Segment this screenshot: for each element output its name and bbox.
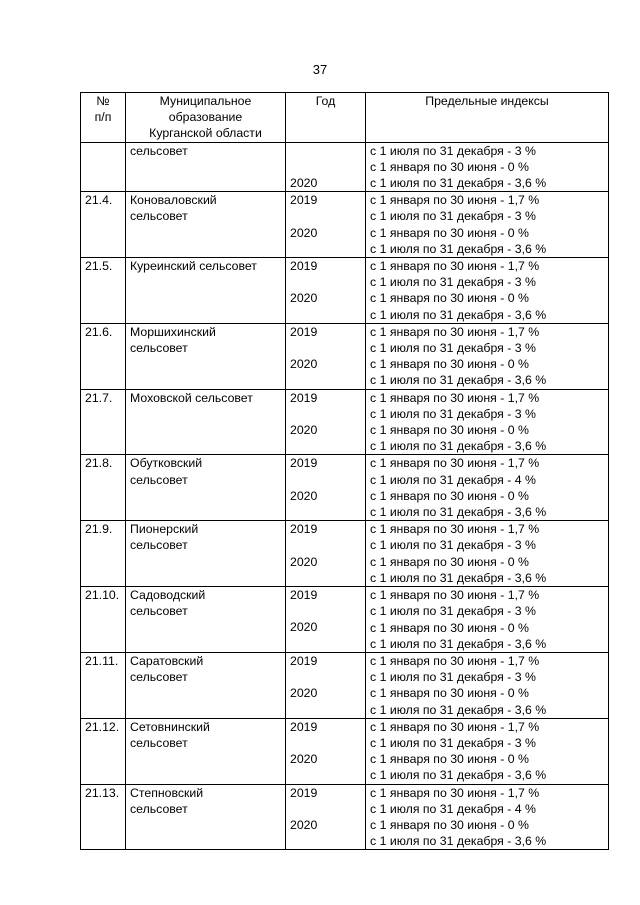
indices-cell — [366, 455, 609, 521]
index-line: с 1 июля по 31 декабря - 4 % — [370, 472, 536, 487]
indices-cell — [366, 784, 609, 850]
municipality-name-line: Обутковский — [130, 456, 203, 471]
year-value: 2020 — [290, 752, 318, 767]
municipality-name — [126, 652, 286, 718]
index-line: с 1 января по 30 июня - 1,7 % — [370, 719, 540, 734]
table-row — [81, 455, 609, 521]
municipality-name-line: Моховской сельсовет — [130, 390, 253, 405]
indices-cell — [366, 192, 609, 258]
row-number: 21.7. — [81, 389, 126, 455]
indices-cell — [366, 389, 609, 455]
municipality-name — [126, 192, 286, 258]
municipality-name — [126, 455, 286, 521]
index-line: с 1 июля по 31 декабря - 3,6 % — [370, 307, 547, 322]
year-spacer — [290, 274, 363, 290]
indices-cell — [366, 258, 609, 324]
year-value: 2020 — [290, 686, 318, 701]
row-number: 21.10. — [81, 587, 126, 653]
indices-cell — [366, 587, 609, 653]
municipality-name-line: сельсовет — [130, 604, 188, 619]
index-line: с 1 июля по 31 декабря - 3,6 % — [370, 768, 547, 783]
municipality-name-line: Садоводский — [130, 588, 206, 603]
year-spacer — [290, 801, 363, 817]
index-line: с 1 января по 30 июня - 1,7 % — [370, 193, 540, 208]
year-cell — [286, 784, 366, 850]
year-cell — [286, 389, 366, 455]
index-line: с 1 января по 30 июня - 1,7 % — [370, 456, 540, 471]
index-line: с 1 января по 30 июня - 0 % — [370, 817, 529, 832]
index-line: с 1 января по 30 июня - 0 % — [370, 488, 529, 503]
year-cell — [286, 258, 366, 324]
table-header-row — [81, 93, 609, 143]
table-row — [81, 192, 609, 258]
municipality-name-line: сельсовет — [130, 670, 188, 685]
index-line: с 1 января по 30 июня - 1,7 % — [370, 522, 540, 537]
municipality-name-line: Куреинский сельсовет — [130, 259, 257, 274]
year-cell — [286, 455, 366, 521]
municipality-name — [126, 784, 286, 850]
municipality-name — [126, 142, 286, 192]
year-cell — [286, 192, 366, 258]
header-year: Год — [286, 93, 366, 143]
index-line: с 1 июля по 31 декабря - 3,6 % — [370, 505, 547, 520]
index-line: с 1 июля по 31 декабря - 3 % — [370, 735, 536, 750]
municipality-name-line: Моршихинский — [130, 324, 216, 339]
index-line: с 1 июля по 31 декабря - 3 % — [370, 209, 536, 224]
index-line: с 1 января по 30 июня - 0 % — [370, 225, 529, 240]
index-line: с 1 января по 30 июня - 0 % — [370, 752, 529, 767]
index-line: с 1 июля по 31 декабря - 3,6 % — [370, 176, 547, 191]
year-value: 2020 — [290, 291, 318, 306]
index-line: с 1 января по 30 июня - 1,7 % — [370, 653, 540, 668]
municipality-name — [126, 521, 286, 587]
year-value: 2019 — [290, 653, 318, 668]
index-line: с 1 января по 30 июня - 0 % — [370, 291, 529, 306]
municipality-name-line: сельсовет — [130, 209, 188, 224]
header-num: № п/п — [81, 93, 126, 143]
year-value: 2020 — [290, 176, 318, 190]
municipality-name-line: сельсовет — [130, 735, 188, 750]
year-value: 2020 — [290, 817, 318, 832]
municipality-name-line: сельсовет — [130, 143, 188, 158]
year-spacer — [290, 406, 363, 422]
index-line: с 1 июля по 31 декабря - 3 % — [370, 341, 536, 356]
index-line: с 1 июля по 31 декабря - 3 % — [370, 406, 536, 421]
year-value: 2019 — [290, 259, 318, 274]
table-row — [81, 142, 609, 192]
table-row — [81, 652, 609, 718]
row-number: 21.9. — [81, 521, 126, 587]
municipality-name-line: Степновский — [130, 785, 204, 800]
index-line: с 1 июля по 31 декабря - 3 % — [370, 670, 536, 685]
index-line: с 1 июля по 31 декабря - 3,6 % — [370, 636, 547, 651]
table-row — [81, 521, 609, 587]
municipality-name-line: Пионерский — [130, 522, 199, 537]
index-line: с 1 января по 30 июня - 0 % — [370, 357, 529, 372]
header-municipality: Муниципальное образование Курганской области — [126, 93, 286, 143]
municipality-name-line: сельсовет — [130, 801, 188, 816]
year-value: 2020 — [290, 423, 318, 438]
table-row — [81, 587, 609, 653]
year-spacer — [290, 208, 363, 224]
row-number: 21.5. — [81, 258, 126, 324]
index-line: с 1 июля по 31 декабря - 3 % — [370, 275, 536, 290]
index-line: с 1 июля по 31 декабря - 3,6 % — [370, 439, 547, 454]
table-row — [81, 389, 609, 455]
index-line: с 1 января по 30 июня - 1,7 % — [370, 324, 540, 339]
indices-cell — [366, 652, 609, 718]
indices-table — [80, 92, 609, 850]
index-line: с 1 января по 30 июня - 0 % — [370, 423, 529, 438]
municipality-name — [126, 718, 286, 784]
index-line: с 1 июля по 31 декабря - 4 % — [370, 801, 536, 816]
municipality-name — [126, 587, 286, 653]
indices-cell — [366, 142, 609, 192]
indices-cell — [366, 718, 609, 784]
municipality-name — [126, 389, 286, 455]
index-line: с 1 января по 30 июня - 0 % — [370, 554, 529, 569]
year-value: 2019 — [290, 785, 318, 800]
year-value: 2020 — [290, 554, 318, 569]
row-number: 21.11. — [81, 652, 126, 718]
year-spacer — [290, 735, 363, 751]
municipality-name-line: Сетовнинский — [130, 719, 210, 734]
row-number: 21.4. — [81, 192, 126, 258]
index-line: с 1 января по 30 июня - 1,7 % — [370, 785, 540, 800]
year-value: 2019 — [290, 522, 318, 537]
row-number — [81, 142, 126, 192]
municipality-name-line: Коноваловский — [130, 193, 217, 208]
row-number: 21.8. — [81, 455, 126, 521]
row-number: 21.12. — [81, 718, 126, 784]
year-value: 2020 — [290, 620, 318, 635]
index-line: с 1 января по 30 июня - 1,7 % — [370, 390, 540, 405]
index-line: с 1 июля по 31 декабря - 3,6 % — [370, 570, 547, 585]
year-value: 2020 — [290, 357, 318, 372]
row-number: 21.6. — [81, 323, 126, 389]
municipality-name — [126, 258, 286, 324]
indices-cell — [366, 521, 609, 587]
municipality-name-line: сельсовет — [130, 341, 188, 356]
municipality-name-line: сельсовет — [130, 472, 188, 487]
year-value: 2019 — [290, 390, 318, 405]
indices-cell — [366, 323, 609, 389]
table-row — [81, 323, 609, 389]
index-line: с 1 января по 30 июня - 0 % — [370, 620, 529, 635]
index-line: с 1 января по 30 июня - 0 % — [370, 159, 529, 174]
year-value — [290, 143, 363, 159]
year-value: 2020 — [290, 488, 318, 503]
year-spacer — [290, 159, 363, 175]
year-cell — [286, 718, 366, 784]
year-value: 2019 — [290, 456, 318, 471]
table-row — [81, 258, 609, 324]
year-spacer — [290, 603, 363, 619]
index-line: с 1 января по 30 июня - 0 % — [370, 686, 529, 701]
year-cell — [286, 652, 366, 718]
index-line: с 1 июля по 31 декабря - 3,6 % — [370, 373, 547, 388]
municipality-name — [126, 323, 286, 389]
year-spacer — [290, 340, 363, 356]
year-cell — [286, 587, 366, 653]
index-line: с 1 января по 30 июня - 1,7 % — [370, 259, 540, 274]
year-cell — [286, 142, 366, 192]
year-value: 2020 — [290, 225, 318, 240]
table-row — [81, 784, 609, 850]
year-cell — [286, 521, 366, 587]
index-line: с 1 июля по 31 декабря - 3 % — [370, 143, 536, 158]
index-line: с 1 января по 30 июня - 1,7 % — [370, 588, 540, 603]
year-value: 2019 — [290, 324, 318, 339]
page-number: 37 — [312, 62, 328, 77]
index-line: с 1 июля по 31 декабря - 3,6 % — [370, 241, 547, 256]
municipality-name-line: Саратовский — [130, 653, 204, 668]
year-value: 2019 — [290, 719, 318, 734]
year-value: 2019 — [290, 193, 318, 208]
municipality-name-line: сельсовет — [130, 538, 188, 553]
table-row — [81, 718, 609, 784]
row-number: 21.13. — [81, 784, 126, 850]
year-spacer — [290, 472, 363, 488]
year-cell — [286, 323, 366, 389]
index-line: с 1 июля по 31 декабря - 3 % — [370, 604, 536, 619]
year-value: 2019 — [290, 588, 318, 603]
year-spacer — [290, 537, 363, 553]
index-line: с 1 июля по 31 декабря - 3,6 % — [370, 702, 547, 717]
index-line: с 1 июля по 31 декабря - 3,6 % — [370, 834, 547, 849]
header-indices: Предельные индексы — [366, 93, 609, 143]
index-line: с 1 июля по 31 декабря - 3 % — [370, 538, 536, 553]
year-spacer — [290, 669, 363, 685]
